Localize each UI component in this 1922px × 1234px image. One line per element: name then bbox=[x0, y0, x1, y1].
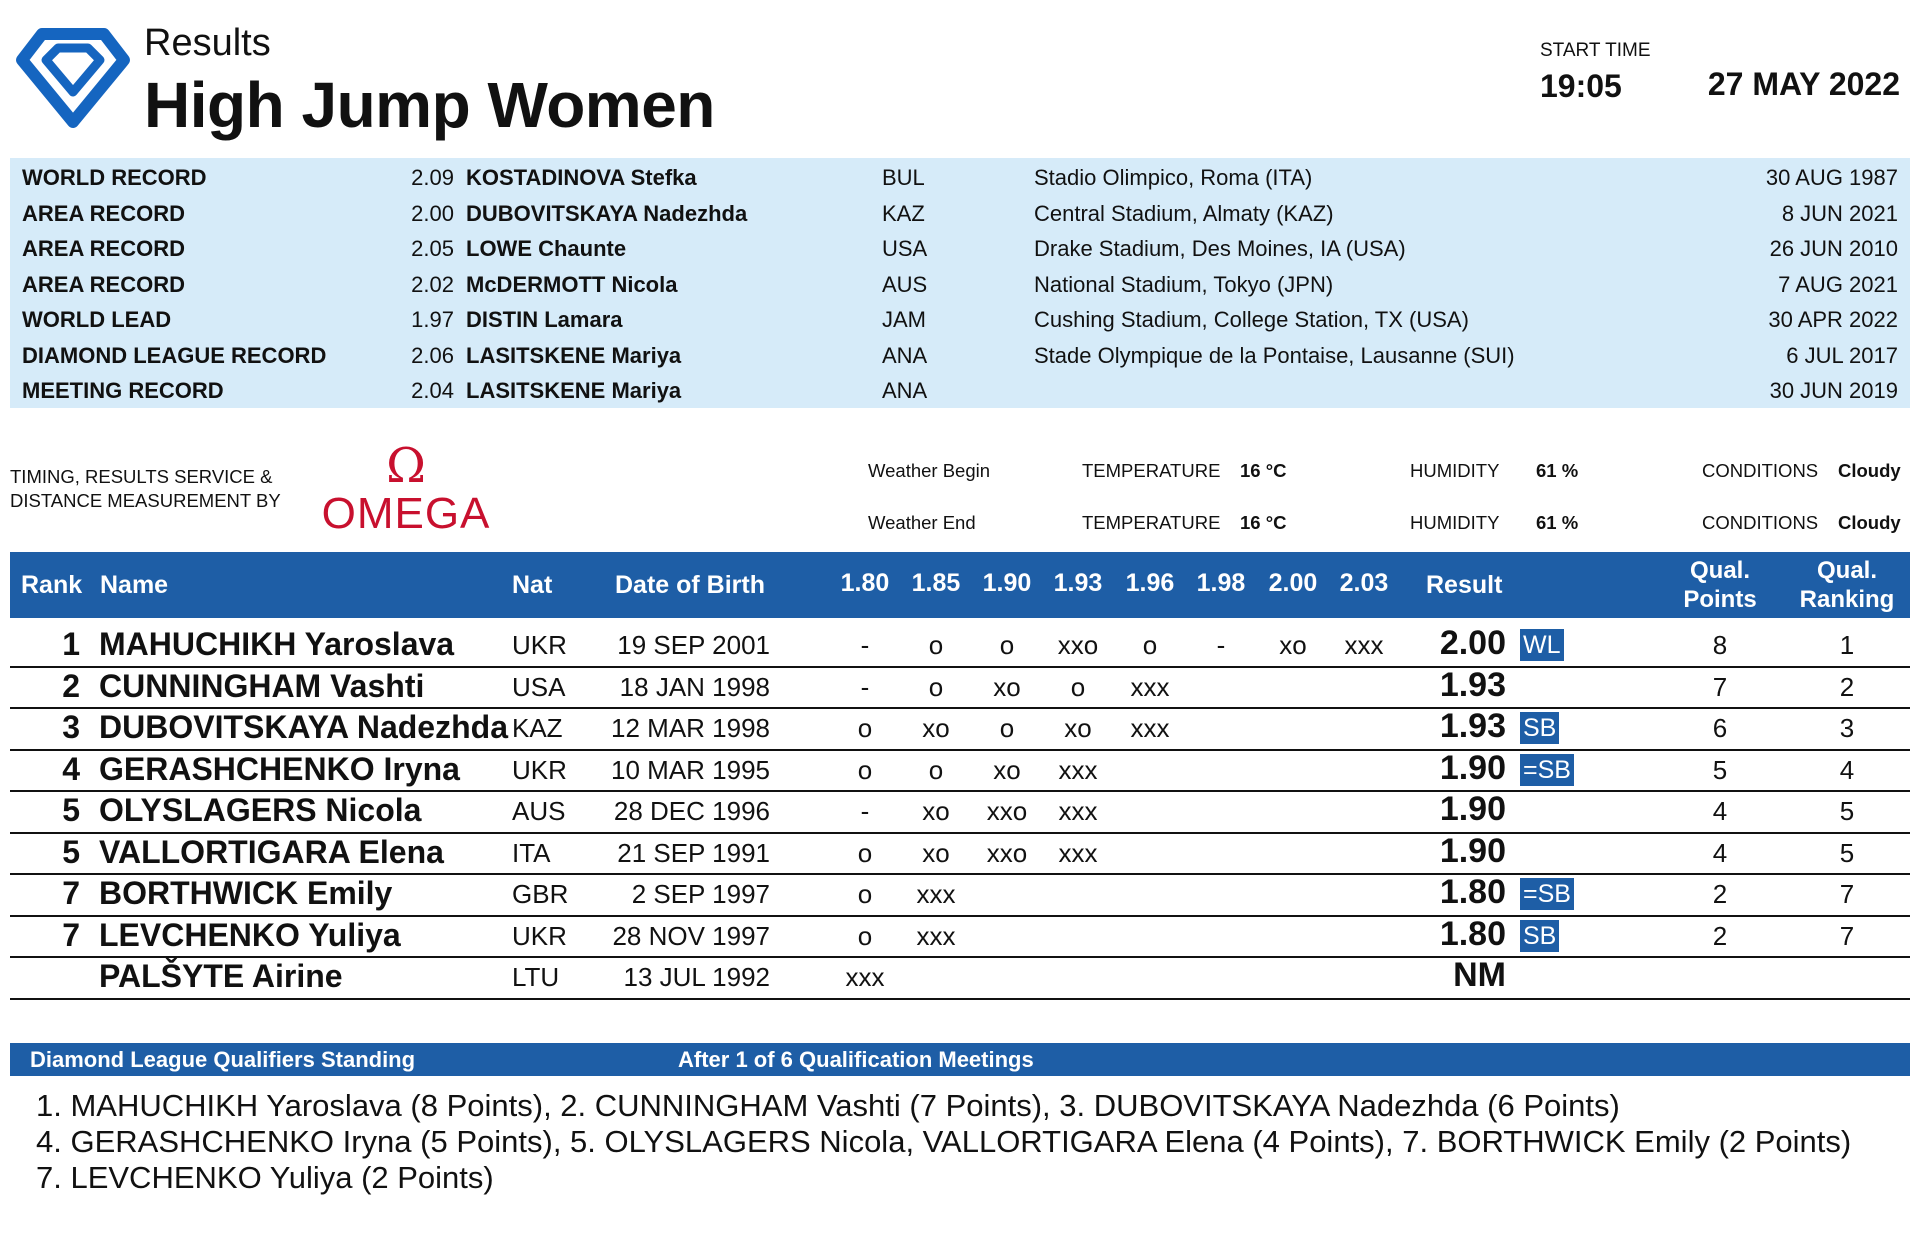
weather-end-hum: 61 % bbox=[1536, 512, 1579, 533]
weather-end-temp-label: TEMPERATURE bbox=[1082, 512, 1221, 533]
attempt-cell: xo bbox=[922, 837, 950, 868]
record-holder: LASITSKENE Mariya bbox=[466, 342, 682, 368]
attempt-cell: o bbox=[928, 630, 944, 660]
attempt-cell: xxx bbox=[1344, 630, 1384, 660]
qual-points: 2 bbox=[1712, 879, 1728, 909]
athlete-name: DUBOVITSKAYA Nadezhda bbox=[99, 709, 508, 745]
athlete-name: CUNNINGHAM Vashti bbox=[99, 667, 425, 704]
athlete-dob: 13 JUL 1992 bbox=[623, 962, 770, 992]
record-venue: Drake Stadium, Des Moines, IA (USA) bbox=[1034, 236, 1406, 261]
timing-credit bbox=[10, 465, 281, 513]
athlete-result: 1.80 bbox=[1439, 873, 1506, 911]
record-holder: LOWE Chaunte bbox=[466, 236, 627, 261]
record-row bbox=[10, 267, 1910, 303]
header-height-1.93: 1.93 bbox=[1053, 569, 1103, 597]
athlete-name: BORTHWICK Emily bbox=[99, 875, 393, 911]
table-row bbox=[10, 792, 1910, 834]
records-table bbox=[10, 158, 1910, 408]
attempt-cell: xxx bbox=[1058, 754, 1098, 785]
weather-begin-temp-label: TEMPERATURE bbox=[1082, 460, 1221, 481]
header-height-1.80: 1.80 bbox=[840, 569, 890, 597]
table-row bbox=[10, 709, 1910, 751]
attempt-cell: o bbox=[928, 754, 944, 785]
record-mark: 2.00 bbox=[411, 200, 454, 226]
athlete-rank: 3 bbox=[62, 709, 80, 745]
athlete-dob: 2 SEP 1997 bbox=[631, 879, 770, 909]
timing-line-1: TIMING, RESULTS SERVICE & bbox=[10, 466, 273, 487]
qual-points: 6 bbox=[1712, 713, 1728, 743]
header-nat: Nat bbox=[512, 571, 553, 599]
record-venue: Stade Olympique de la Pontaise, Lausanne (SUI) bbox=[1034, 342, 1515, 368]
qualifiers-line: 1. MAHUCHIKH Yaroslava (8 Points), 2. CUNNINGHAM Vashti (7 Points), 3. DUBOVITSKAYA Nadezhda (6 Points) bbox=[36, 1088, 1620, 1123]
qual-points: 4 bbox=[1712, 837, 1728, 868]
result-badge: WL bbox=[1520, 629, 1564, 661]
record-date: 30 APR 2022 bbox=[1768, 307, 1898, 332]
weather-end-cond-label: CONDITIONS bbox=[1702, 512, 1819, 533]
header-qual-points-line1: Qual. bbox=[1689, 557, 1750, 584]
record-row bbox=[10, 373, 1910, 409]
record-nat: USA bbox=[882, 236, 928, 261]
athlete-dob: 28 NOV 1997 bbox=[612, 920, 770, 951]
record-row bbox=[10, 338, 1910, 374]
attempt-cell: xxx bbox=[845, 962, 885, 992]
qualifiers-standing bbox=[36, 1088, 1916, 1196]
record-row bbox=[10, 302, 1910, 338]
athlete-result: 1.93 bbox=[1439, 707, 1506, 745]
qual-ranking: 5 bbox=[1839, 796, 1855, 826]
attempt-cell: xo bbox=[993, 671, 1021, 702]
record-type: AREA RECORD bbox=[22, 200, 185, 226]
athlete-rank: 7 bbox=[62, 916, 80, 953]
athlete-name: MAHUCHIKH Yaroslava bbox=[99, 626, 455, 662]
athlete-rank: 1 bbox=[62, 626, 80, 662]
attempt-cell: o bbox=[857, 713, 873, 743]
attempt-cell: - bbox=[860, 630, 870, 660]
weather-end-temp: 16 °C bbox=[1240, 512, 1287, 533]
attempt-cell: xo bbox=[922, 796, 950, 826]
athlete-nat: UKR bbox=[512, 920, 567, 951]
header-qual-ranking bbox=[1785, 556, 1909, 614]
table-row bbox=[10, 665, 1910, 710]
attempt-cell: xo bbox=[1279, 630, 1307, 660]
qual-ranking: 3 bbox=[1839, 713, 1855, 743]
qual-ranking: 1 bbox=[1839, 630, 1855, 660]
qualifiers-line: 7. LEVCHENKO Yuliya (2 Points) bbox=[36, 1160, 494, 1195]
attempt-cell: o bbox=[857, 879, 873, 909]
record-date: 26 JUN 2010 bbox=[1769, 236, 1898, 261]
qual-ranking: 7 bbox=[1839, 879, 1855, 909]
record-row bbox=[10, 196, 1910, 232]
record-venue: National Stadium, Tokyo (JPN) bbox=[1034, 271, 1334, 297]
athlete-name: OLYSLAGERS Nicola bbox=[99, 792, 422, 828]
record-date: 7 AUG 2021 bbox=[1778, 271, 1898, 297]
athlete-name: PALŠYTE Airine bbox=[99, 958, 343, 994]
athlete-rank: 2 bbox=[62, 667, 80, 704]
attempt-cell: xxx bbox=[916, 920, 956, 951]
record-date: 8 JUN 2021 bbox=[1781, 200, 1898, 226]
athlete-nat: USA bbox=[512, 671, 566, 702]
athlete-rank: 4 bbox=[62, 750, 80, 787]
header-height-1.98: 1.98 bbox=[1196, 569, 1246, 597]
attempt-cell: - bbox=[860, 796, 870, 826]
record-holder: McDERMOTT Nicola bbox=[466, 271, 678, 297]
result-badge: SB bbox=[1520, 920, 1559, 952]
qual-ranking: 7 bbox=[1839, 920, 1855, 951]
qual-ranking: 2 bbox=[1839, 671, 1855, 702]
weather-begin-hum: 61 % bbox=[1536, 460, 1579, 481]
attempt-cell: xo bbox=[922, 713, 950, 743]
record-nat: ANA bbox=[882, 342, 928, 368]
header-rank: Rank bbox=[21, 571, 83, 599]
attempt-cell: o bbox=[999, 713, 1015, 743]
header-dob: Date of Birth bbox=[615, 571, 765, 599]
result-badge: SB bbox=[1520, 712, 1559, 744]
athlete-result: 1.90 bbox=[1439, 790, 1506, 828]
record-mark: 2.02 bbox=[411, 271, 454, 297]
athlete-dob: 12 MAR 1998 bbox=[611, 713, 770, 743]
athlete-name: VALLORTIGARA Elena bbox=[99, 833, 444, 870]
record-holder: DUBOVITSKAYA Nadezhda bbox=[466, 200, 748, 226]
athlete-nat: LTU bbox=[512, 962, 560, 992]
header-qual-points bbox=[1670, 556, 1770, 614]
attempt-cell: xxo bbox=[986, 796, 1028, 826]
weather-begin-hum-label: HUMIDITY bbox=[1410, 460, 1500, 481]
attempt-cell: xxx bbox=[1058, 796, 1098, 826]
header-height-2.03: 2.03 bbox=[1339, 569, 1389, 597]
record-venue: Central Stadium, Almaty (KAZ) bbox=[1034, 200, 1334, 226]
qual-ranking: 5 bbox=[1839, 837, 1855, 868]
record-nat: ANA bbox=[882, 378, 928, 403]
results-table-body bbox=[10, 626, 1910, 1000]
athlete-dob: 21 SEP 1991 bbox=[617, 837, 770, 868]
record-mark: 2.05 bbox=[411, 236, 454, 261]
record-mark: 2.04 bbox=[411, 378, 454, 403]
weather-begin-temp: 16 °C bbox=[1240, 460, 1287, 481]
attempt-cell: xxo bbox=[986, 837, 1028, 868]
attempt-cell: xxx bbox=[916, 879, 956, 909]
athlete-nat: ITA bbox=[512, 837, 551, 868]
weather-begin-label: Weather Begin bbox=[868, 460, 991, 481]
record-row bbox=[10, 231, 1910, 267]
attempt-cell: xxx bbox=[1130, 713, 1170, 743]
athlete-result: 1.80 bbox=[1439, 914, 1506, 953]
athlete-dob: 28 DEC 1996 bbox=[613, 796, 770, 826]
record-mark: 2.09 bbox=[411, 165, 454, 190]
athlete-nat: GBR bbox=[512, 879, 569, 909]
result-badge: =SB bbox=[1520, 878, 1574, 910]
record-nat: KAZ bbox=[882, 200, 925, 226]
record-type: DIAMOND LEAGUE RECORD bbox=[22, 342, 327, 368]
header-height-2.00: 2.00 bbox=[1268, 569, 1318, 597]
attempt-cell: xxx bbox=[1058, 837, 1098, 868]
omega-wordmark: OMEGA bbox=[321, 489, 491, 535]
qualifiers-subtitle: After 1 of 6 Qualification Meetings bbox=[678, 1047, 1034, 1072]
athlete-nat: KAZ bbox=[512, 713, 563, 743]
event-date: 27 MAY 2022 bbox=[1707, 66, 1900, 102]
timing-line-2: DISTANCE MEASUREMENT BY bbox=[10, 490, 281, 511]
header-height-1.90: 1.90 bbox=[982, 569, 1032, 597]
athlete-nat: UKR bbox=[512, 754, 567, 785]
record-nat: AUS bbox=[882, 271, 928, 297]
header-height-1.96: 1.96 bbox=[1125, 569, 1175, 597]
athlete-result: 1.90 bbox=[1439, 748, 1506, 787]
weather-end-label: Weather End bbox=[868, 512, 976, 533]
athlete-nat: AUS bbox=[512, 796, 566, 826]
qual-points: 4 bbox=[1712, 796, 1728, 826]
record-mark: 2.06 bbox=[411, 342, 454, 368]
qual-points: 8 bbox=[1712, 630, 1728, 660]
record-venue: Cushing Stadium, College Station, TX (USA) bbox=[1034, 307, 1469, 332]
omega-symbol: Ω bbox=[386, 440, 426, 494]
results-table-header bbox=[10, 552, 1910, 618]
qual-points: 5 bbox=[1712, 754, 1728, 785]
record-nat: JAM bbox=[882, 307, 926, 332]
weather-begin-cond-label: CONDITIONS bbox=[1702, 460, 1819, 481]
record-type: AREA RECORD bbox=[22, 271, 185, 297]
attempt-cell: o bbox=[1142, 630, 1158, 660]
table-row bbox=[10, 748, 1910, 793]
attempt-cell: - bbox=[860, 671, 870, 702]
athlete-rank: 5 bbox=[62, 833, 80, 870]
attempt-cell: o bbox=[857, 754, 873, 785]
header-result: Result bbox=[1426, 571, 1503, 599]
header-qual-ranking-line1: Qual. bbox=[1816, 557, 1877, 584]
qual-points: 7 bbox=[1712, 671, 1728, 702]
athlete-name: GERASHCHENKO Iryna bbox=[99, 750, 460, 787]
attempt-cell: o bbox=[999, 630, 1015, 660]
athlete-dob: 19 SEP 2001 bbox=[617, 630, 770, 660]
athlete-result: 1.93 bbox=[1439, 665, 1506, 704]
table-row bbox=[10, 626, 1910, 668]
qual-points: 2 bbox=[1712, 920, 1728, 951]
record-nat: BUL bbox=[882, 165, 925, 190]
header-height-1.85: 1.85 bbox=[911, 569, 961, 597]
athlete-result: 2.00 bbox=[1439, 624, 1506, 662]
record-type: WORLD RECORD bbox=[22, 165, 207, 190]
athlete-result: NM bbox=[1453, 956, 1506, 994]
athlete-rank: 5 bbox=[62, 792, 80, 828]
record-date: 6 JUL 2017 bbox=[1786, 342, 1898, 368]
attempt-cell: xxx bbox=[1130, 671, 1170, 702]
weather-end-hum-label: HUMIDITY bbox=[1410, 512, 1500, 533]
event-title: High Jump Women bbox=[144, 69, 715, 141]
start-time-label: START TIME bbox=[1540, 40, 1651, 61]
table-row bbox=[10, 875, 1910, 917]
table-row bbox=[10, 831, 1910, 876]
table-row bbox=[10, 914, 1910, 959]
athlete-dob: 18 JAN 1998 bbox=[619, 671, 770, 702]
diamond-league-logo bbox=[12, 26, 134, 130]
omega-logo bbox=[316, 440, 496, 535]
result-badge: =SB bbox=[1520, 754, 1574, 786]
athlete-dob: 10 MAR 1995 bbox=[611, 754, 770, 785]
attempt-cell: - bbox=[1216, 630, 1226, 660]
record-mark: 1.97 bbox=[411, 307, 454, 332]
attempt-cell: o bbox=[857, 837, 873, 868]
athlete-nat: UKR bbox=[512, 630, 567, 660]
attempt-cell: o bbox=[928, 671, 944, 702]
qualifiers-bar bbox=[10, 1043, 1910, 1076]
table-row bbox=[10, 958, 1910, 1000]
record-type: WORLD LEAD bbox=[22, 307, 172, 332]
weather-begin-cond: Cloudy bbox=[1838, 460, 1901, 481]
record-holder: DISTIN Lamara bbox=[466, 307, 623, 332]
record-date: 30 JUN 2019 bbox=[1769, 378, 1898, 403]
athlete-name: LEVCHENKO Yuliya bbox=[99, 916, 401, 953]
athlete-result: 1.90 bbox=[1439, 831, 1506, 870]
record-holder: LASITSKENE Mariya bbox=[466, 378, 682, 403]
athlete-rank: 7 bbox=[62, 875, 80, 911]
record-row bbox=[10, 160, 1910, 196]
record-type: AREA RECORD bbox=[22, 236, 185, 261]
record-date: 30 AUG 1987 bbox=[1765, 165, 1898, 190]
attempt-cell: xo bbox=[1064, 713, 1092, 743]
qualifiers-title: Diamond League Qualifiers Standing bbox=[30, 1047, 416, 1072]
qualifiers-line: 4. GERASHCHENKO Iryna (5 Points), 5. OLYSLAGERS Nicola, VALLORTIGARA Elena (4 Points), 7. BORTHWICK Emily (2 Points) bbox=[36, 1124, 1852, 1159]
attempt-cell: xxo bbox=[1057, 630, 1099, 660]
header-qual-points-line2: Points bbox=[1683, 586, 1757, 613]
header-name: Name bbox=[100, 571, 169, 599]
results-label: Results bbox=[144, 22, 271, 64]
weather-end-cond: Cloudy bbox=[1838, 512, 1901, 533]
record-venue: Stadio Olimpico, Roma (ITA) bbox=[1034, 165, 1313, 190]
record-holder: KOSTADINOVA Stefka bbox=[466, 165, 697, 190]
record-type: MEETING RECORD bbox=[22, 378, 224, 403]
qual-ranking: 4 bbox=[1839, 754, 1855, 785]
attempt-cell: o bbox=[857, 920, 873, 951]
attempt-cell: o bbox=[1070, 671, 1086, 702]
attempt-cell: xo bbox=[993, 754, 1021, 785]
header-qual-ranking-line2: Ranking bbox=[1799, 586, 1895, 613]
start-time: 19:05 bbox=[1540, 68, 1622, 104]
